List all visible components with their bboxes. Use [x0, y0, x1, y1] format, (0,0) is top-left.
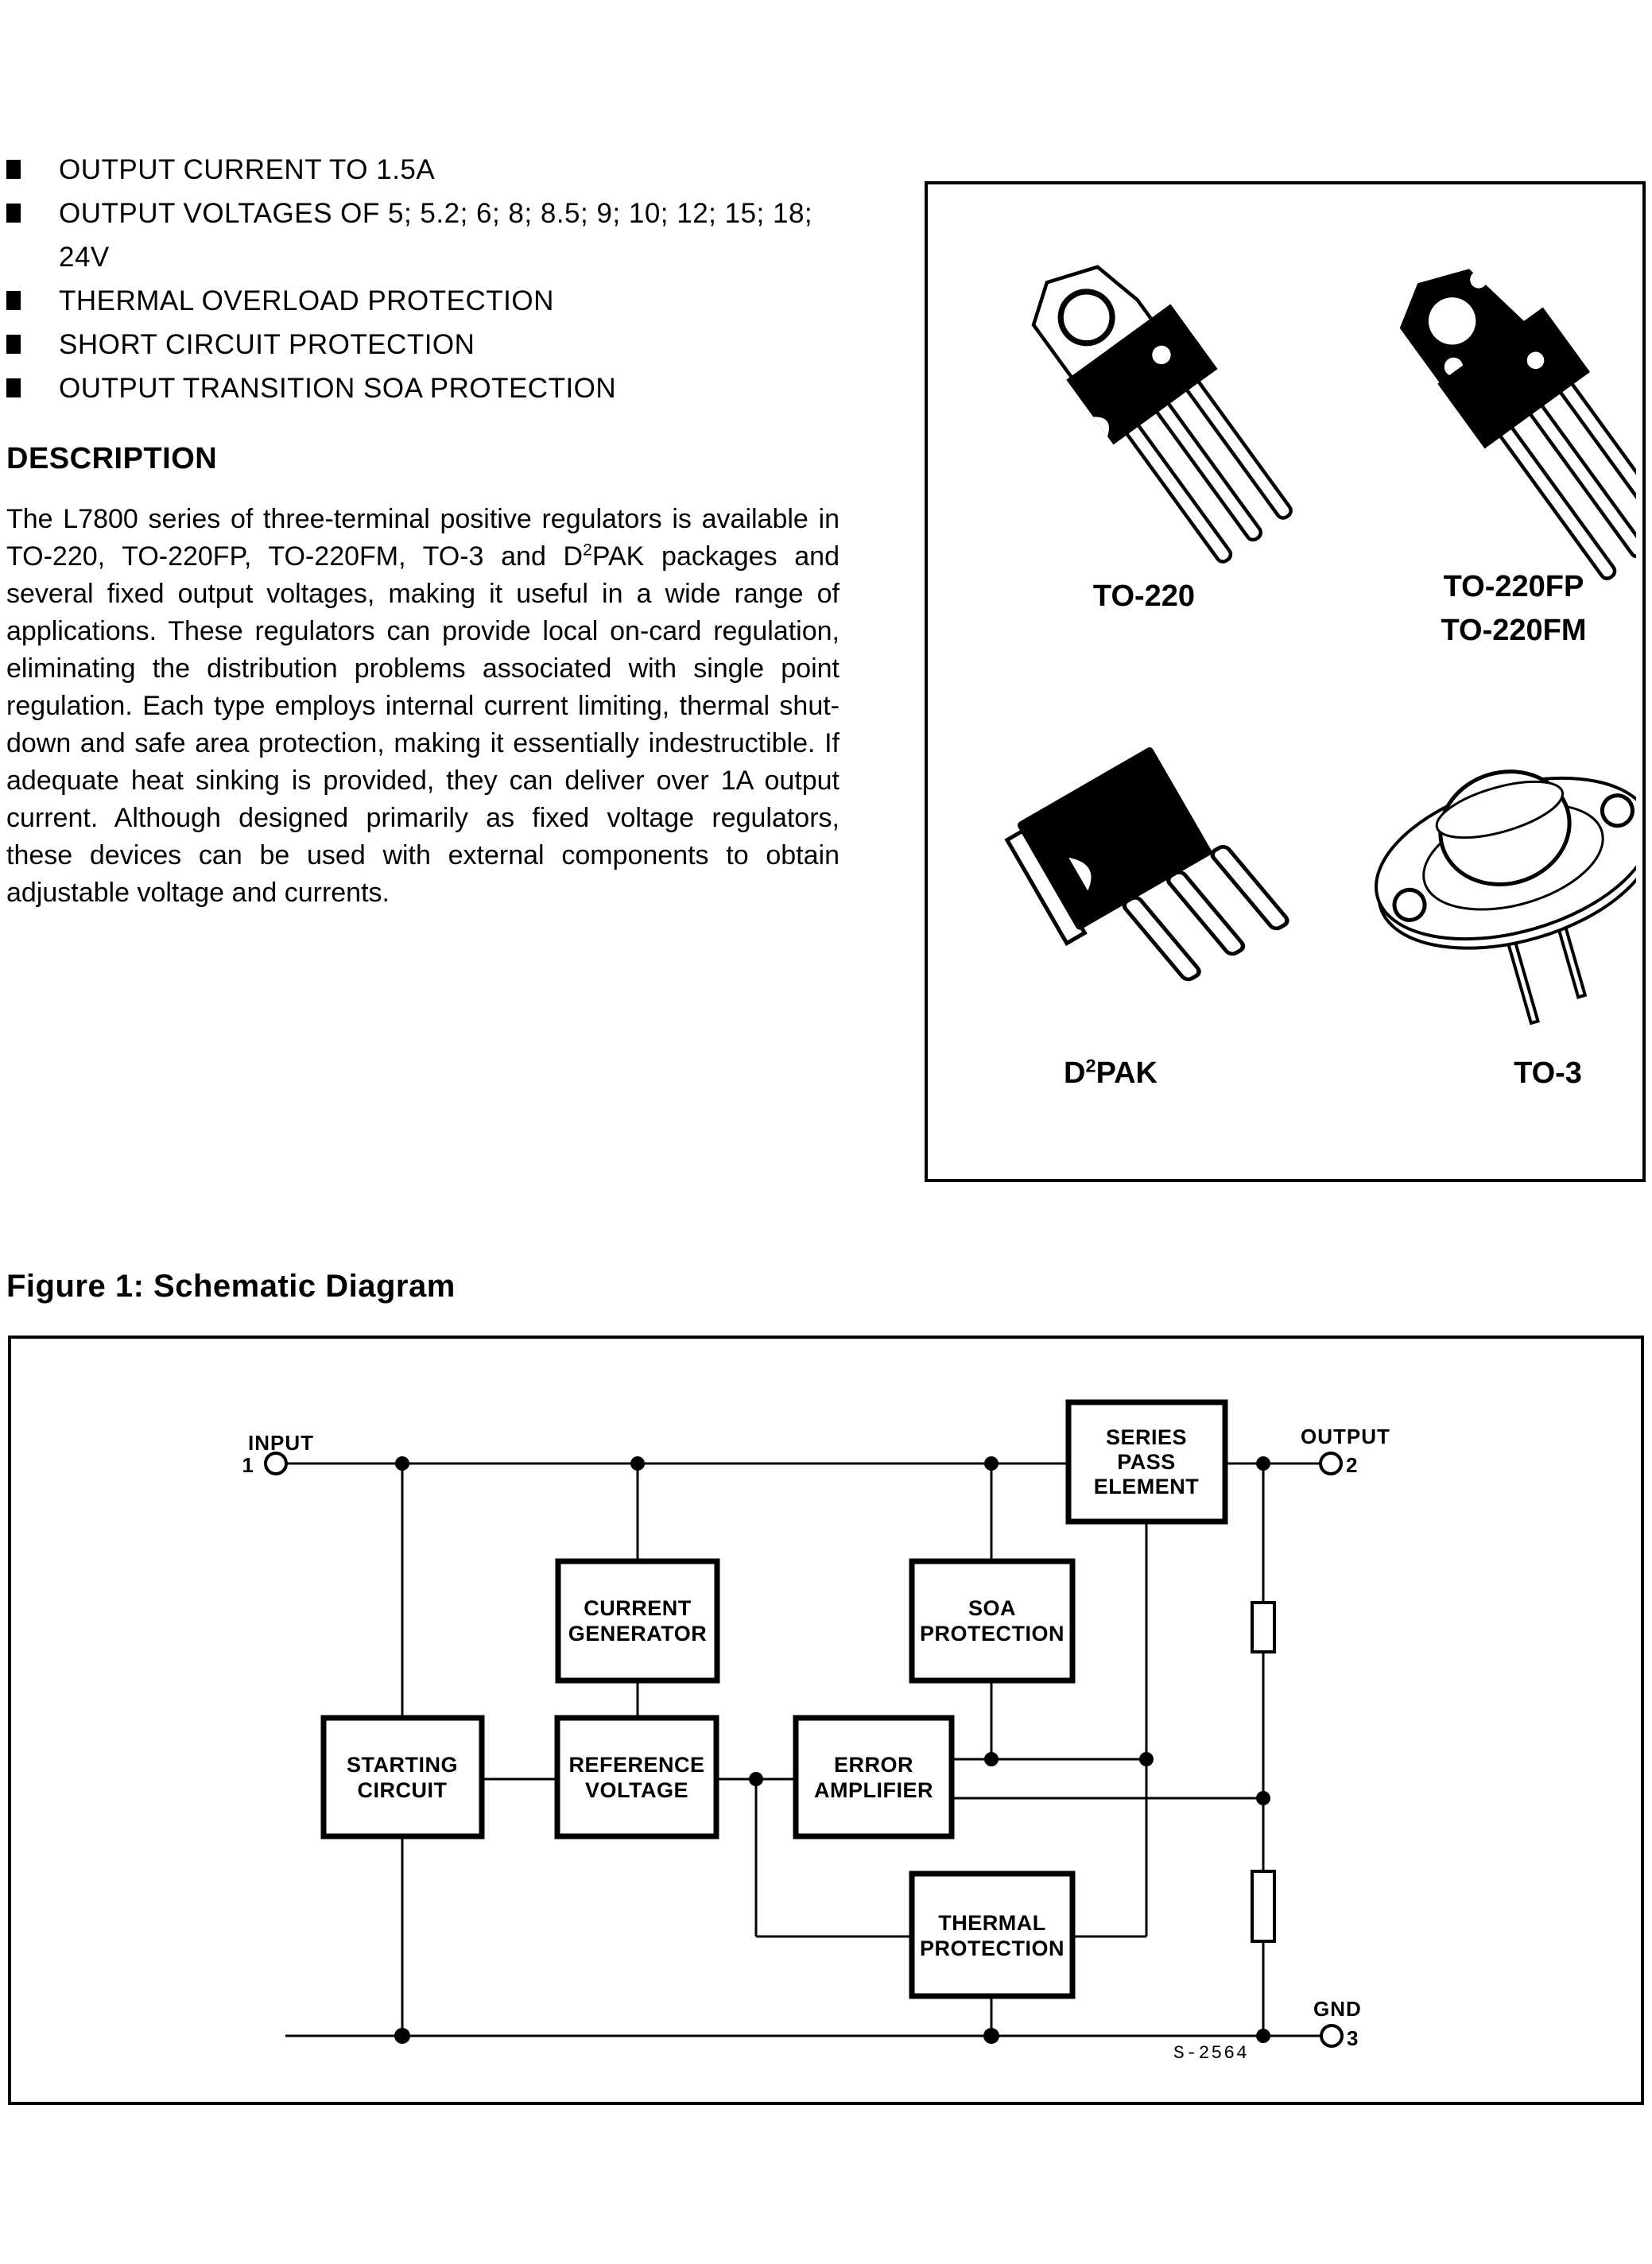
- feature-item: [6, 366, 857, 410]
- input-terminal: [266, 1453, 286, 1474]
- square-bullet-icon: [6, 204, 21, 223]
- feature-text: SHORT CIRCUIT PROTECTION: [59, 329, 475, 360]
- to220fm-label: TO-220FM: [1441, 614, 1587, 647]
- feature-item: [6, 192, 857, 279]
- schematic-diagram: [11, 1339, 1641, 2102]
- block-reference-voltage: [557, 1718, 716, 1836]
- to220fp-drawing: [1383, 232, 1636, 593]
- resistor-upper: [1252, 1603, 1274, 1652]
- description-paragraph: [6, 501, 840, 912]
- to3-drawing: [1354, 735, 1636, 1054]
- description-text-start: The L7800 series of three-terminal positive regulators is available in TO-220, TO-220FP, TO-220FM, TO-3 and D: [6, 504, 840, 572]
- square-bullet-icon: [6, 160, 21, 179]
- gnd-pin: 3: [1347, 2026, 1359, 2050]
- starting-label-1: STARTING: [347, 1753, 458, 1777]
- figure-caption: Figure 1: Schematic Diagram: [6, 1269, 456, 1304]
- feature-item: [6, 323, 857, 366]
- square-bullet-icon: [6, 335, 21, 354]
- feature-text: THERMAL OVERLOAD PROTECTION: [59, 285, 554, 316]
- block-starting-circuit: [324, 1718, 482, 1836]
- input-pin: 1: [242, 1453, 254, 1477]
- reference-label-1: REFERENCE: [568, 1753, 705, 1777]
- gnd-label: GND: [1313, 1997, 1362, 2021]
- feature-text: OUTPUT TRANSITION SOA PROTECTION: [59, 373, 617, 404]
- to220fp-label: TO-220FP: [1443, 570, 1584, 603]
- resistor-lower: [1252, 1871, 1274, 1941]
- series-pass-label-1: SERIES: [1105, 1425, 1188, 1449]
- package-drawings: [928, 184, 1636, 1173]
- thermal-label-1: THERMAL: [938, 1911, 1046, 1935]
- d2pak-drawing: [1002, 730, 1290, 1024]
- d2pak-label-base: D: [1064, 1056, 1086, 1090]
- square-bullet-icon: [6, 291, 21, 310]
- d2pak-label-rest: PAK: [1096, 1056, 1158, 1090]
- feature-item: [6, 148, 857, 192]
- series-pass-label-3: ELEMENT: [1093, 1475, 1200, 1498]
- soa-label-2: PROTECTION: [919, 1622, 1065, 1646]
- block-error-amplifier: [796, 1718, 952, 1836]
- d2pak-label-sup: 2: [1085, 1055, 1096, 1076]
- to220-drawing: [1014, 231, 1312, 575]
- block-soa-protection: [912, 1561, 1072, 1681]
- square-bullet-icon: [6, 378, 21, 397]
- reference-label-2: VOLTAGE: [585, 1778, 688, 1802]
- description-text-end: PAK packages and several fixed output voltages, making it useful in a wide range of applications. These regulators can provide local on-card regulation, eliminating the distribution problems associated with single point regulation. Each type employs internal current limiting, thermal shut-down and safe area protection, making it essentially indestructible. If adequate heat sinking is provided, they can deliver over 1A output current. Although designed primarily as fixed voltage regulators, these devices can be used with external components to obtain adjustable voltage and currents.: [6, 541, 840, 908]
- feature-text: OUTPUT CURRENT TO 1.5A: [59, 154, 436, 185]
- input-label: INPUT: [248, 1431, 314, 1455]
- feature-item: [6, 279, 857, 323]
- output-pin: 2: [1346, 1453, 1358, 1477]
- soa-label-1: SOA: [968, 1596, 1017, 1620]
- error-label-2: AMPLIFIER: [814, 1778, 933, 1802]
- current-generator-label-2: GENERATOR: [568, 1622, 708, 1646]
- feature-text: OUTPUT VOLTAGES OF 5; 5.2; 6; 8; 8.5; 9; 10; 12; 15; 18; 24V: [59, 198, 813, 273]
- package-drawings-panel: [925, 181, 1646, 1182]
- starting-label-2: CIRCUIT: [357, 1778, 448, 1802]
- thermal-label-2: PROTECTION: [919, 1936, 1065, 1960]
- superscript-2: 2: [583, 541, 592, 560]
- schematic-reference-number: S-2564: [1173, 2043, 1249, 2064]
- output-label: OUTPUT: [1301, 1425, 1390, 1448]
- series-pass-label-2: PASS: [1117, 1450, 1176, 1474]
- gnd-terminal: [1321, 2026, 1342, 2046]
- schematic-figure-box: [8, 1336, 1644, 2105]
- features-list: [6, 148, 857, 410]
- current-generator-label-1: CURRENT: [584, 1596, 692, 1620]
- to3-label: TO-3: [1514, 1056, 1582, 1090]
- d2pak-label: [983, 1056, 1238, 1091]
- block-current-generator: [558, 1561, 717, 1681]
- description-heading: DESCRIPTION: [6, 442, 218, 475]
- output-terminal: [1320, 1453, 1341, 1474]
- block-thermal-protection: [912, 1874, 1072, 1996]
- to220-label: TO-220: [1092, 580, 1196, 613]
- error-label-1: ERROR: [833, 1753, 914, 1777]
